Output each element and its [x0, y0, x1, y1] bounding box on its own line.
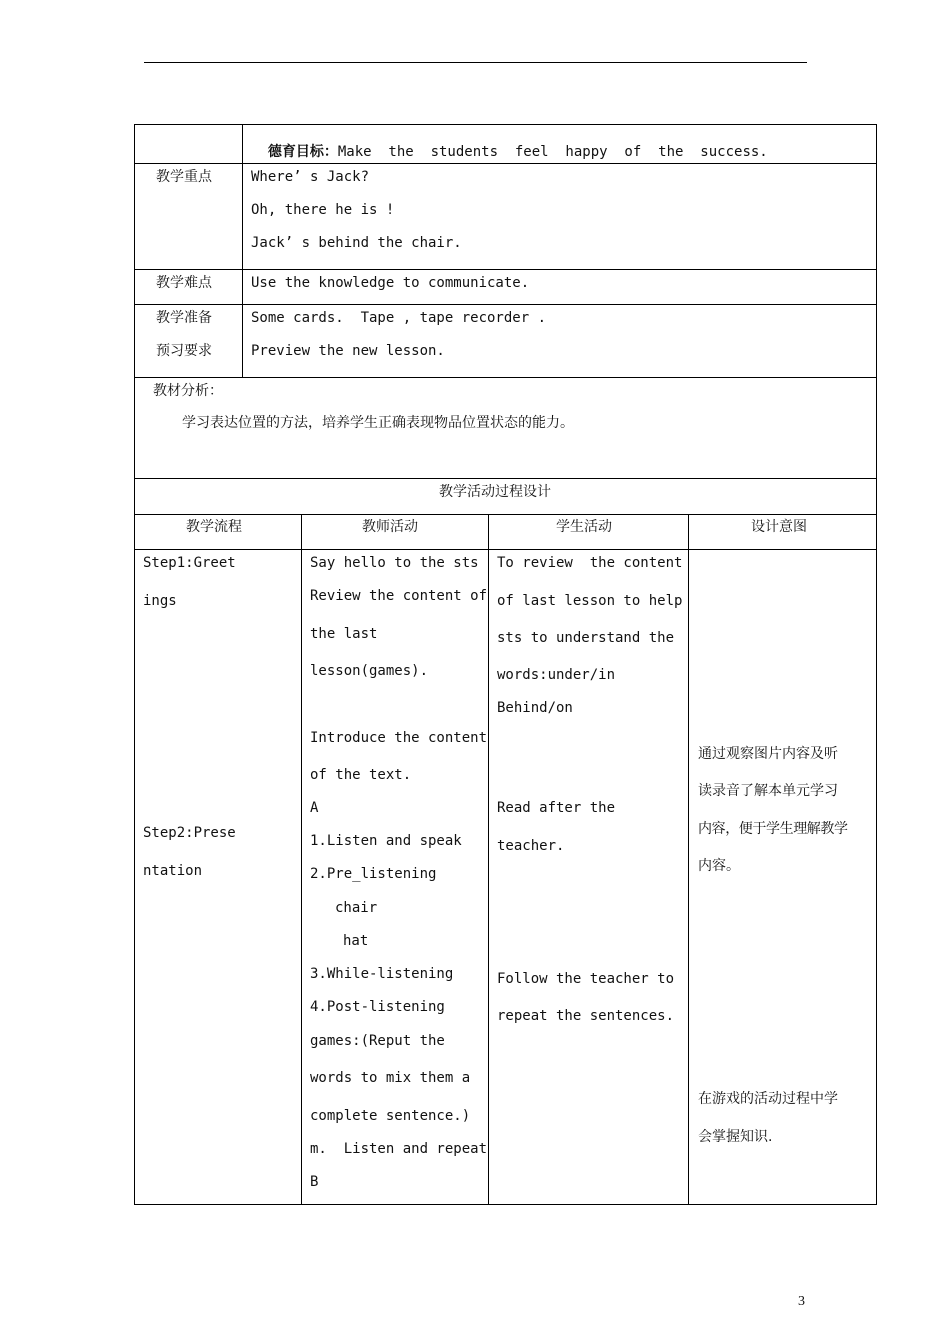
teacher-activity-line: the last: [310, 626, 378, 642]
row-divider: [134, 514, 877, 515]
key-point-line: Oh, there he is !: [251, 202, 395, 218]
key-point-line: Where’ s Jack?: [251, 169, 370, 185]
column-header: 设计意图: [751, 519, 807, 535]
teacher-activity-line: complete sentence.): [310, 1108, 471, 1124]
preparation-text: Some cards. Tape , tape recorder .: [251, 310, 547, 326]
student-activity-line: Follow the teacher to: [497, 971, 675, 987]
teacher-activity-line: 1.Listen and speak: [310, 833, 462, 849]
teacher-activity-line: hat: [343, 933, 369, 949]
header-rule: [144, 62, 807, 63]
design-intent-line: 内容，便于学生理解教学: [698, 821, 848, 837]
teacher-activity-line: chair: [335, 900, 378, 916]
teacher-activity-line: Introduce the content: [310, 730, 488, 746]
column-divider: [242, 124, 243, 378]
teacher-activity-line: words to mix them a: [310, 1070, 471, 1086]
row-divider: [134, 269, 877, 270]
design-intent-line: 通过观察图片内容及听: [698, 746, 838, 762]
row-divider: [134, 304, 877, 305]
student-activity-line: sts to understand the: [497, 630, 675, 646]
design-intent-line: 会掌握知识.: [698, 1129, 773, 1145]
student-activity-line: of last lesson to help: [497, 593, 683, 609]
moral-goal: [251, 131, 768, 159]
moral-goal-text: Make the students feel happy of the success.: [337, 144, 768, 160]
page-number: 3: [798, 1294, 805, 1309]
design-intent-line: 读录音了解本单元学习: [698, 783, 838, 799]
design-intent-line: 在游戏的活动过程中学: [698, 1091, 838, 1107]
column-header: 教师活动: [362, 519, 418, 535]
key-points-label: 教学重点: [156, 169, 212, 185]
teacher-activity-line: 4.Post-listening: [310, 999, 445, 1015]
preview-label: 预习要求: [156, 343, 212, 359]
preparation-label: 教学准备: [156, 310, 212, 326]
flow-step-text: ntation: [143, 863, 203, 879]
student-activity-line: repeat the sentences.: [497, 1008, 675, 1024]
moral-goal-label: 德育目标：: [267, 144, 338, 160]
teacher-activity-line: A: [310, 800, 319, 816]
row-divider: [134, 377, 877, 378]
teacher-activity-line: 3.While-listening: [310, 966, 454, 982]
teacher-activity-line: of the text.: [310, 767, 412, 783]
column-divider: [301, 514, 302, 1205]
difficulties-text: Use the knowledge to communicate.: [251, 275, 530, 291]
teacher-activity-line: m. Listen and repeat: [310, 1141, 488, 1157]
material-analysis-label: 教材分析：: [153, 383, 223, 399]
flow-step-text: ings: [143, 593, 177, 609]
teacher-activity-line: B: [310, 1174, 319, 1190]
row-divider: [134, 163, 877, 164]
teacher-activity-line: games:(Reput the: [310, 1033, 445, 1049]
design-intent-line: 内容。: [698, 858, 740, 874]
flow-step-text: Step2:Prese: [143, 825, 236, 841]
row-divider: [134, 478, 877, 479]
column-divider: [488, 514, 489, 1205]
preview-text: Preview the new lesson.: [251, 343, 445, 359]
student-activity-line: Read after the: [497, 800, 616, 816]
teacher-activity-line: 2.Pre_listening: [310, 866, 437, 882]
activity-design-title: 教学活动过程设计: [439, 484, 551, 500]
column-header: 学生活动: [556, 519, 612, 535]
key-point-line: Jack’ s behind the chair.: [251, 235, 462, 251]
column-divider: [688, 514, 689, 1205]
difficulties-label: 教学难点: [156, 275, 212, 291]
student-activity-line: To review the content: [497, 555, 683, 571]
student-activity-line: teacher.: [497, 838, 565, 854]
teacher-activity-line: Say hello to the sts: [310, 555, 479, 571]
teacher-activity-line: Review the content of: [310, 588, 488, 604]
column-header: 教学流程: [186, 519, 242, 535]
student-activity-line: words:under/in: [497, 667, 616, 683]
material-analysis-text: 学习表达位置的方法，培养学生正确表现物品位置状态的能力。: [182, 415, 574, 431]
row-divider: [134, 549, 877, 550]
flow-step-text: Step1:Greet: [143, 555, 236, 571]
teacher-activity-line: lesson(games).: [310, 663, 429, 679]
student-activity-line: Behind/on: [497, 700, 573, 716]
